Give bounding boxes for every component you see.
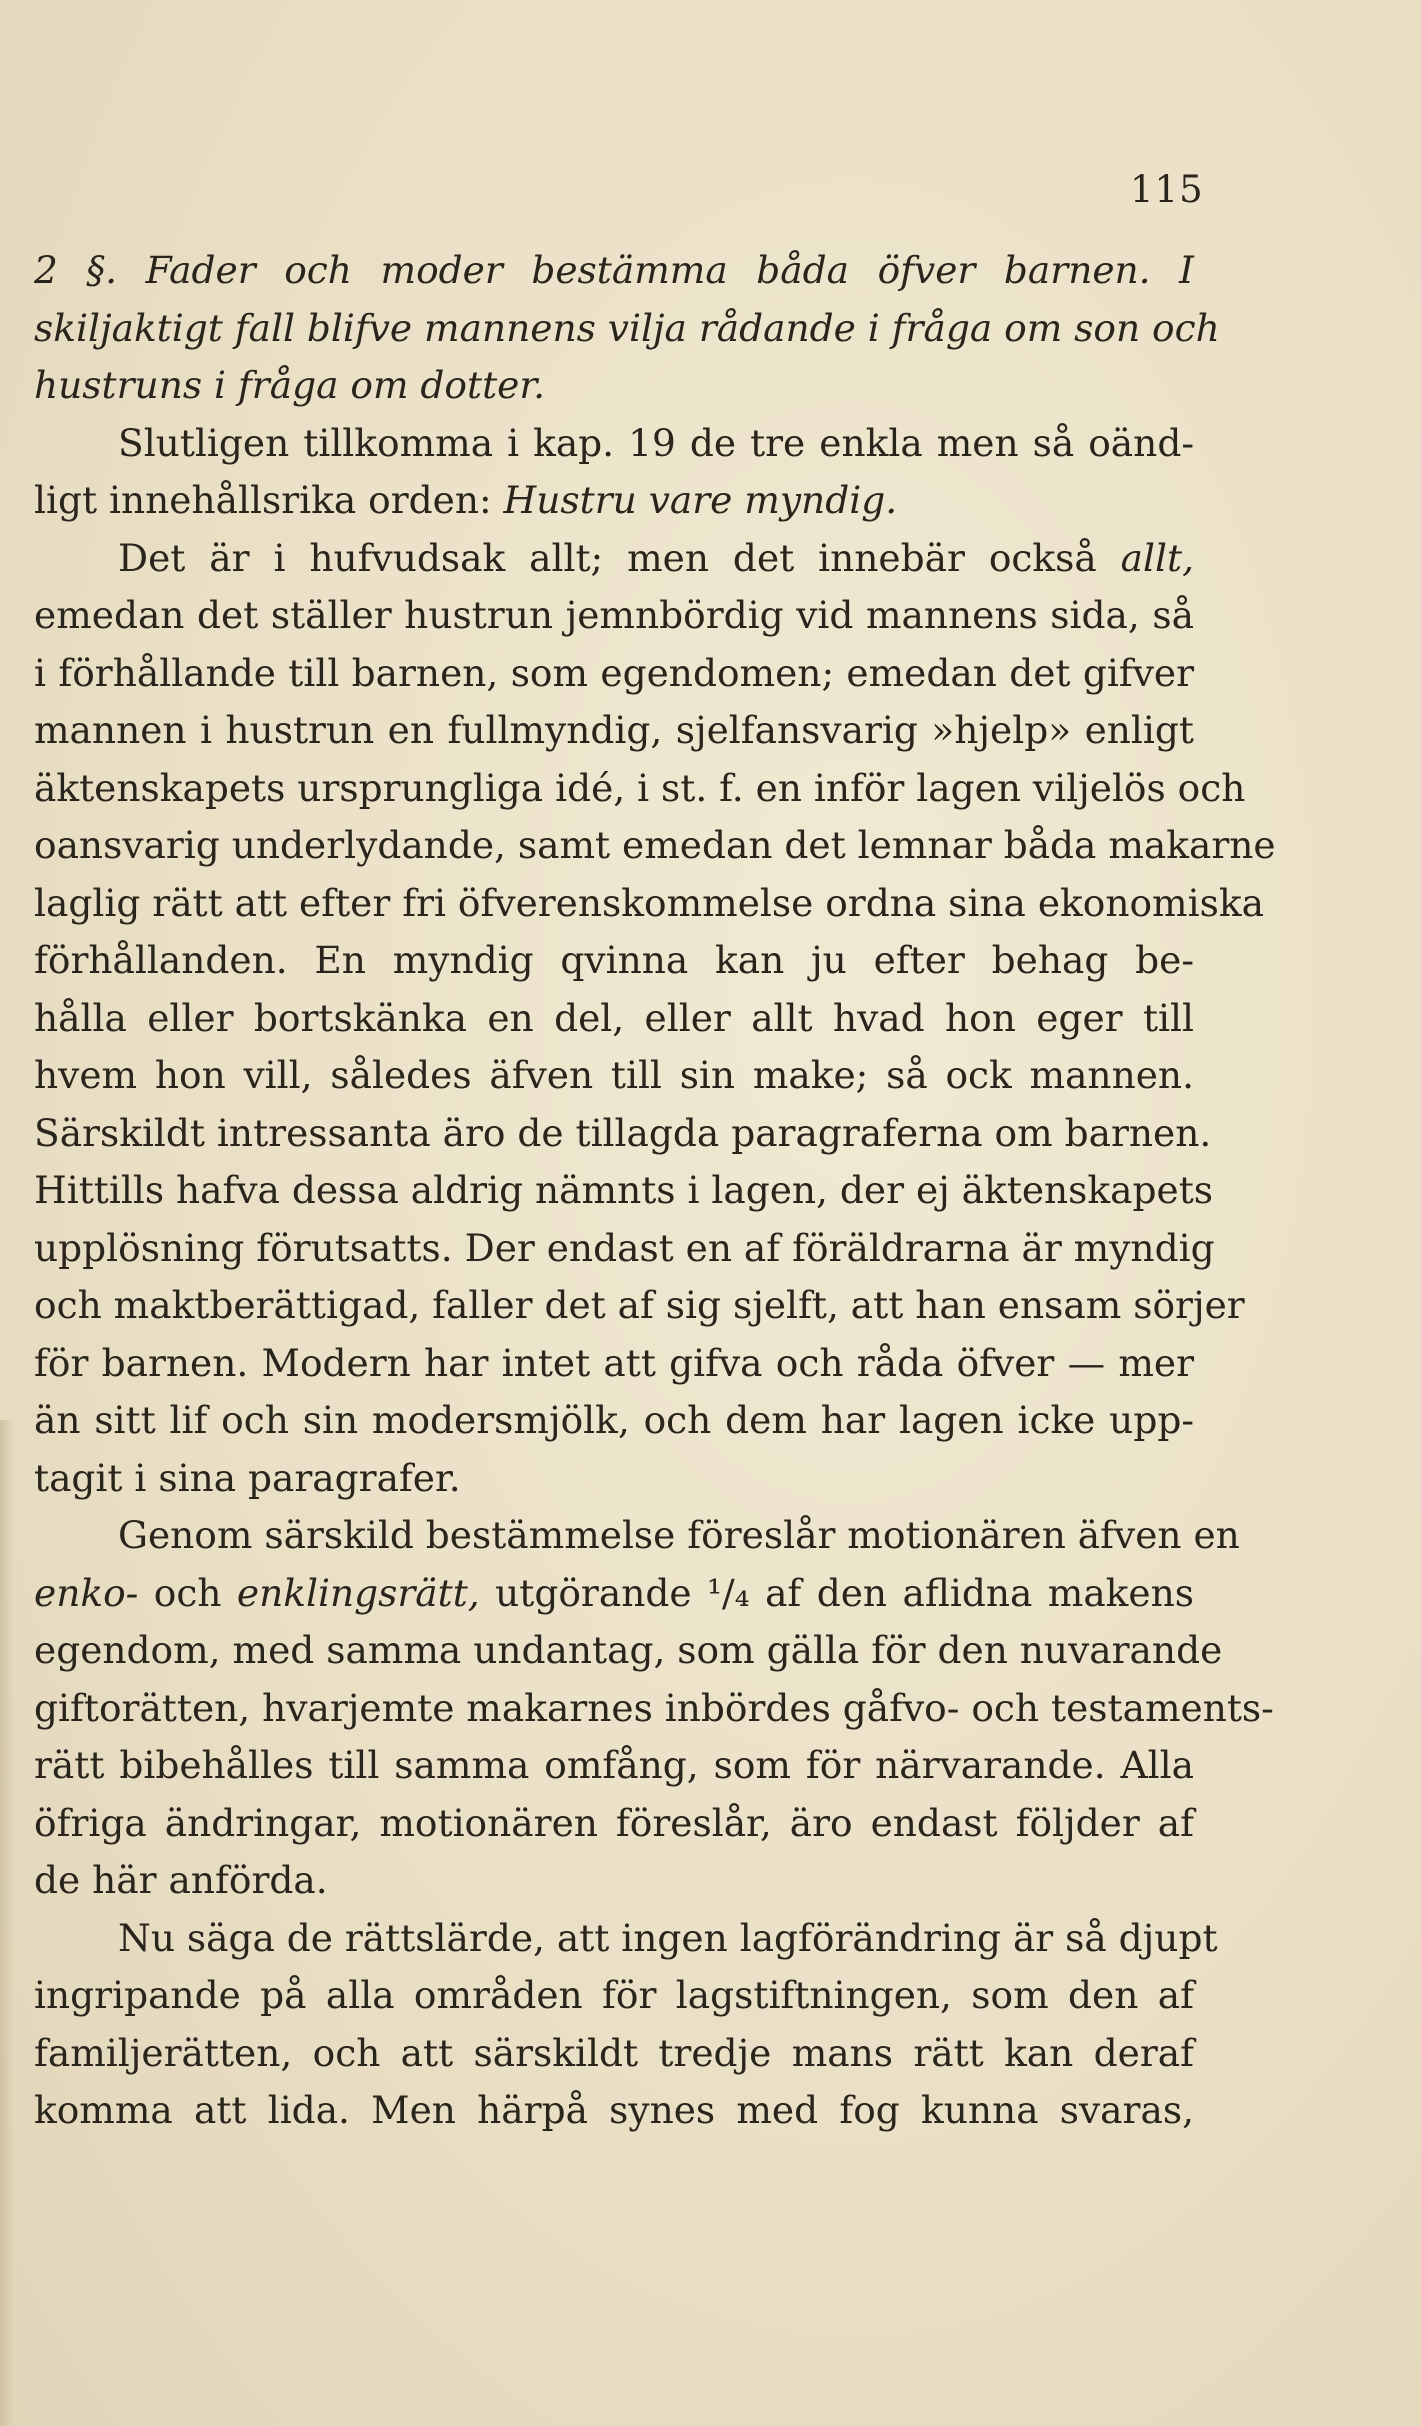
text-segment: oansvarig underlydande, samt emedan det lemnar båda makarne — [34, 823, 1276, 867]
text-line — [34, 242, 1194, 300]
text-line — [34, 587, 1194, 645]
body-text — [34, 242, 1276, 2140]
text-line — [34, 760, 1246, 818]
italic-text: Hustru vare myndig. — [503, 478, 898, 522]
text-line — [34, 300, 1220, 358]
text-line — [34, 1967, 1194, 2025]
text-segment: Det är i hufvudsak allt; men det innebär också — [118, 535, 1121, 580]
text-segment: ligt innehållsrika orden: — [34, 478, 504, 522]
italic-text: skiljaktigt fall blifve mannens vilja rådande i fråga om son och — [34, 305, 1220, 350]
text-line — [34, 1335, 1194, 1393]
text-segment: än sitt lif och sin modersmjölk, och dem har lagen icke upp- — [34, 1398, 1194, 1442]
italic-text: enko- — [34, 1570, 139, 1615]
text-segment: komma att lida. Men härpå synes med fog kunna svaras, — [34, 2088, 1194, 2132]
text-segment: Särskildt intressanta äro de tillagda paragraferna om barnen. — [34, 1110, 1212, 1155]
text-line — [34, 2025, 1194, 2083]
text-segment: tagit i sina paragrafer. — [34, 1455, 461, 1500]
text-segment: emedan det ställer hustrun jemnbördig vid mannens sida, så — [34, 593, 1194, 637]
page-edge-shadow — [0, 1420, 14, 2426]
text-segment: utgörande ¹/₄ af den aflidna makens — [479, 1570, 1194, 1615]
text-line — [34, 875, 1264, 933]
text-segment: för barnen. Modern har intet att gifva och råda öfver — mer — [34, 1340, 1194, 1385]
text-segment: rätt bibehålles till samma omfång, som för närvarande. Alla — [34, 1743, 1194, 1787]
text-segment: laglig rätt att efter fri öfverenskommelse ordna sina ekonomiska — [34, 880, 1264, 925]
italic-text: enklingsrätt, — [236, 1570, 480, 1615]
text-line — [34, 1105, 1212, 1163]
text-line — [34, 932, 1194, 990]
text-segment: ingripande på alla områden för lagstiftningen, som den af — [34, 1973, 1194, 2017]
text-line — [34, 1277, 1245, 1335]
text-line — [34, 1852, 1194, 1910]
text-segment: förhållanden. En myndig qvinna kan ju efter behag be- — [34, 938, 1194, 982]
text-segment: och — [138, 1570, 237, 1615]
text-line — [34, 817, 1276, 875]
text-line — [34, 1162, 1214, 1220]
text-segment: familjerätten, och att särskildt tredje mans rätt kan deraf — [34, 2030, 1194, 2075]
text-segment: Genom särskild bestämmelse föreslår motionären äfven en — [118, 1513, 1240, 1557]
text-segment: i förhållande till barnen, som egendomen; emedan det gifver — [34, 650, 1194, 695]
italic-text: hustruns i fråga om dotter. — [34, 363, 546, 407]
text-segment: hvem hon vill, således äfven till sin make; så ock mannen. — [34, 1053, 1194, 1097]
text-segment: hålla eller bortskänka en del, eller allt hvad hon eger till — [34, 995, 1194, 1040]
text-line — [34, 1392, 1194, 1450]
text-line — [34, 472, 1194, 530]
text-line — [34, 530, 1194, 588]
text-line — [34, 1795, 1194, 1853]
text-line — [34, 415, 1194, 473]
text-segment: Hittills hafva dessa aldrig nämnts i lagen, der ej äktenskapets — [34, 1168, 1214, 1212]
text-segment: äktenskapets ursprungliga idé, i st. f. en inför lagen viljelös och — [34, 765, 1246, 810]
text-segment: Slutligen tillkomma i kap. 19 de tre enkla men så oänd- — [118, 420, 1194, 465]
text-line — [34, 2082, 1194, 2140]
text-segment: mannen i hustrun en fullmyndig, sjelfansvarig »hjelp» enligt — [34, 708, 1194, 752]
page-number: 115 — [1130, 168, 1204, 211]
text-segment: giftorätten, hvarjemte makarnes inbördes gåfvo- och testaments- — [34, 1685, 1274, 1730]
text-line — [34, 1450, 1194, 1508]
text-line — [34, 1680, 1274, 1738]
text-line — [34, 1910, 1218, 1968]
text-line — [34, 1507, 1240, 1565]
text-line — [34, 1565, 1194, 1623]
text-line — [34, 1220, 1215, 1278]
text-segment: egendom, med samma undantag, som gälla för den nuvarande — [34, 1628, 1223, 1672]
text-segment: och maktberättigad, faller det af sig sjelft, att han ensam sörjer — [34, 1283, 1245, 1327]
text-line — [34, 702, 1194, 760]
text-segment: öfriga ändringar, motionären föreslår, äro endast följder af — [34, 1800, 1194, 1845]
text-segment: de här anförda. — [34, 1858, 328, 1902]
text-line — [34, 990, 1194, 1048]
text-line — [34, 1622, 1223, 1680]
text-line — [34, 1737, 1194, 1795]
italic-text: allt, — [1120, 535, 1194, 580]
text-segment: upplösning förutsatts. Der endast en af föräldrarna är myndig — [34, 1225, 1215, 1270]
text-line — [34, 357, 1194, 415]
italic-text: 2 §. Fader och moder bestämma båda öfver barnen. I — [34, 248, 1194, 292]
text-line — [34, 645, 1194, 703]
text-line — [34, 1047, 1194, 1105]
text-segment: Nu säga de rättslärde, att ingen lagförändring är så djupt — [118, 1915, 1218, 1960]
